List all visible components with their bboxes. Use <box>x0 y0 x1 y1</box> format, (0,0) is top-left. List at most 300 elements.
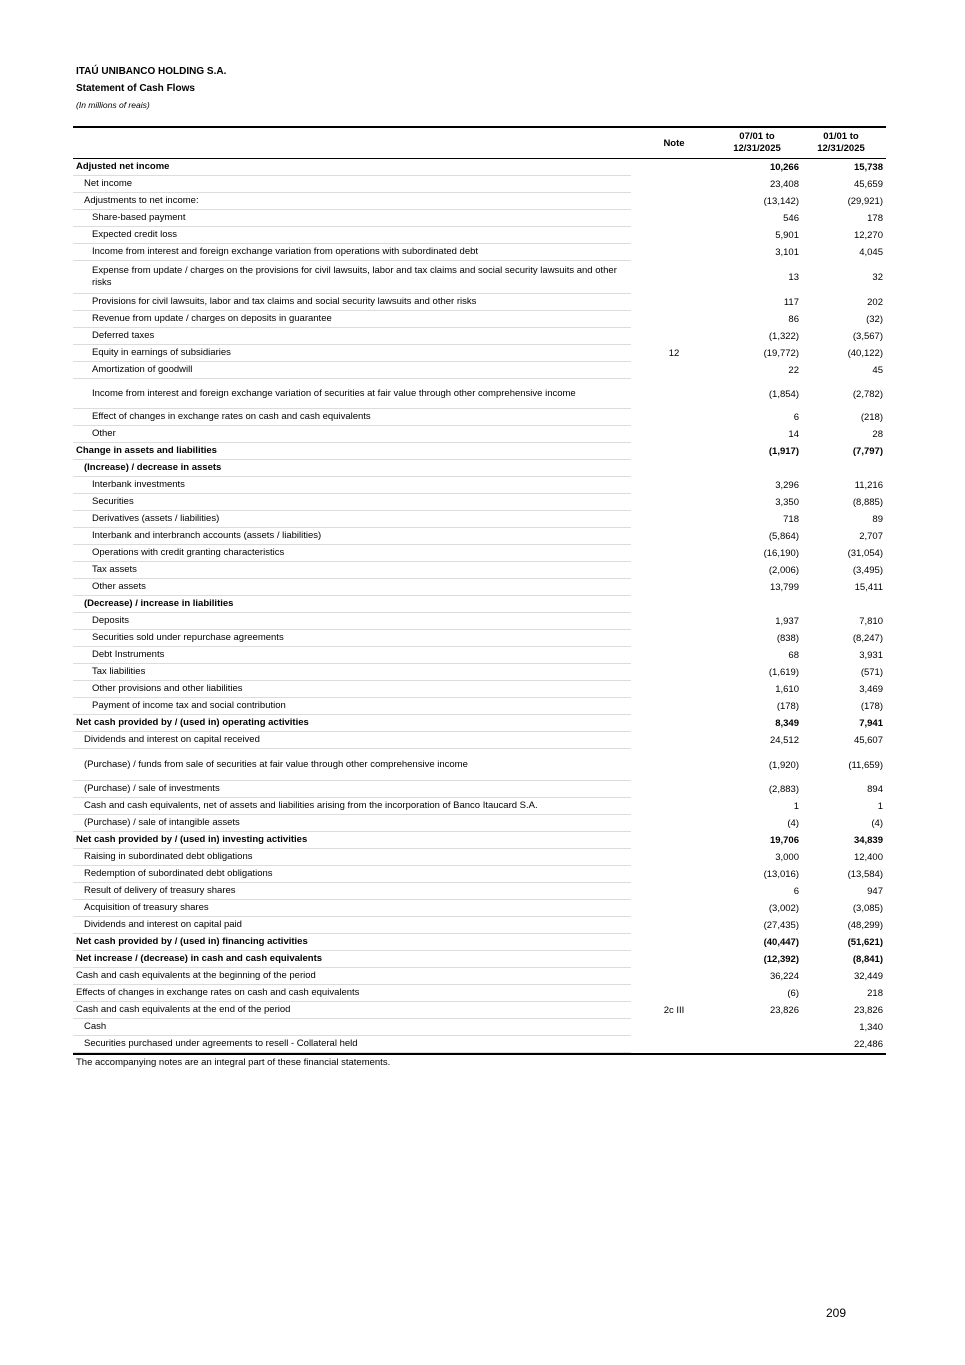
row-label <box>73 985 631 1002</box>
row-label-text: Deposits <box>92 615 129 626</box>
row-value-period1: (16,190) <box>763 548 799 559</box>
table-row <box>73 210 886 227</box>
table-row <box>73 545 886 562</box>
row-value-period1: (2,006) <box>768 565 799 576</box>
row-label-text: Securities sold under repurchase agreements <box>92 632 284 643</box>
row-value-period2: 12,400 <box>853 852 883 863</box>
row-value-period1: (13,142) <box>763 196 799 207</box>
table-row <box>73 866 886 883</box>
table-row <box>73 345 886 362</box>
row-label <box>73 244 631 261</box>
row-label <box>73 866 631 883</box>
row-label <box>73 647 631 664</box>
table-row <box>73 781 886 798</box>
row-value-period2: 28 <box>872 429 883 440</box>
row-label-text: Share-based payment <box>92 212 186 223</box>
row-value-period2: (8,247) <box>852 633 883 644</box>
row-note <box>653 849 695 866</box>
row-label-text: Equity in earnings of subsidiaries <box>92 347 231 358</box>
row-label <box>73 294 631 311</box>
row-label-text: Net cash provided by / (used in) operating activities <box>76 717 309 728</box>
row-note <box>653 815 695 832</box>
row-note <box>653 900 695 917</box>
table-row <box>73 261 886 294</box>
row-label <box>73 426 631 443</box>
row-label-text: Raising in subordinated debt obligations <box>84 851 253 862</box>
row-label-text: Securities <box>92 496 134 507</box>
row-label <box>73 1036 631 1053</box>
row-value-period1: 23,826 <box>769 1005 799 1016</box>
row-note <box>653 883 695 900</box>
row-label-text: Revenue from update / charges on deposits in guarantee <box>92 313 332 324</box>
table-row <box>73 1019 886 1036</box>
row-label-text: Income from interest and foreign exchange variation from operations with subordinated debt <box>92 246 479 257</box>
table-row <box>73 985 886 1002</box>
row-note <box>653 968 695 985</box>
table-row <box>73 900 886 917</box>
row-label-text: Cash and cash equivalents at the beginning of the period <box>76 970 316 981</box>
company-name: ITAÚ UNIBANCO HOLDING S.A. <box>76 66 227 77</box>
row-label-text: (Decrease) / increase in liabilities <box>84 598 234 609</box>
row-label <box>73 968 631 985</box>
row-note <box>653 781 695 798</box>
row-label-text: Derivatives (assets / liabilities) <box>92 513 220 524</box>
row-value-period2: 15,738 <box>853 162 883 173</box>
table-row <box>73 176 886 193</box>
row-note <box>653 647 695 664</box>
row-value-period1: (1,854) <box>768 388 799 400</box>
row-value-period1: 8,349 <box>775 718 799 729</box>
statement-title: Statement of Cash Flows <box>76 83 195 94</box>
row-value-period2: (51,621) <box>847 937 883 948</box>
row-note <box>653 749 695 781</box>
row-value-period1: 68 <box>788 650 799 661</box>
row-label <box>73 798 631 815</box>
row-value-period1: 22 <box>788 365 799 376</box>
row-value-period2: (13,584) <box>847 869 883 880</box>
row-label <box>73 596 631 613</box>
row-label-text: Securities purchased under agreements to resell - Collateral held <box>84 1038 358 1049</box>
row-label-text: Redemption of subordinated debt obligations <box>84 868 273 879</box>
row-label <box>73 460 631 477</box>
row-value-period2: (2,782) <box>852 388 883 400</box>
row-value-period1: (4) <box>787 818 799 829</box>
row-label-text: (Purchase) / funds from sale of securities at fair value through other comprehensive income <box>84 758 468 770</box>
row-label-text: Other assets <box>92 581 146 592</box>
row-value-period2: 2,707 <box>859 531 883 542</box>
row-value-period2: 45 <box>872 365 883 376</box>
row-label <box>73 345 631 362</box>
row-value-period1: 6 <box>793 412 799 423</box>
row-label <box>73 379 631 409</box>
row-note <box>653 562 695 579</box>
row-label <box>73 664 631 681</box>
row-label <box>73 328 631 345</box>
row-label <box>73 815 631 832</box>
row-label <box>73 562 631 579</box>
row-label <box>73 698 631 715</box>
row-label-text: Cash <box>84 1021 107 1032</box>
row-note <box>653 477 695 494</box>
row-label <box>73 443 631 460</box>
table-row <box>73 193 886 210</box>
row-label-text: Interbank and interbranch accounts (assets / liabilities) <box>92 530 322 541</box>
row-label-text: (Purchase) / sale of investments <box>84 783 220 794</box>
table-row <box>73 951 886 968</box>
row-label <box>73 511 631 528</box>
row-label <box>73 311 631 328</box>
row-label-text: Adjustments to net income: <box>84 195 199 206</box>
row-value-period1 <box>715 1019 799 1036</box>
row-value-period1: 6 <box>793 886 799 897</box>
period2-header-line2: 12/31/2025 <box>817 143 865 154</box>
row-note <box>653 951 695 968</box>
row-note <box>653 328 695 345</box>
row-label <box>73 715 631 732</box>
row-label-text: Expected credit loss <box>92 229 178 240</box>
units-note: (In millions of reais) <box>76 100 150 110</box>
table-row <box>73 328 886 345</box>
row-value-period2: 34,839 <box>853 835 883 846</box>
row-value-period2: 218 <box>867 988 883 999</box>
note-column-header: Note <box>663 138 685 149</box>
row-value-period2 <box>799 596 883 613</box>
row-value-period2: 1,340 <box>859 1022 883 1033</box>
table-row <box>73 749 886 781</box>
row-note <box>653 409 695 426</box>
table-row <box>73 798 886 815</box>
row-note <box>653 494 695 511</box>
row-note <box>653 664 695 681</box>
row-value-period2: 202 <box>867 297 883 308</box>
period1-header-line1: 07/01 to <box>739 131 775 142</box>
row-value-period1: (40,447) <box>763 937 799 948</box>
table-bottom-rule <box>73 1053 886 1055</box>
table-row <box>73 511 886 528</box>
row-value-period1: 546 <box>783 213 799 224</box>
row-note: 12 <box>668 348 680 359</box>
row-label-text: Dividends and interest on capital received <box>84 734 260 745</box>
row-label <box>73 193 631 210</box>
row-note <box>653 528 695 545</box>
row-value-period1: (178) <box>776 701 799 712</box>
footnote: The accompanying notes are an integral part of these financial statements. <box>76 1057 391 1068</box>
row-note <box>653 460 695 477</box>
row-label-text: Provisions for civil lawsuits, labor and tax claims and social security lawsuits and other risks <box>92 296 477 307</box>
row-value-period2: 11,216 <box>854 480 883 491</box>
row-note <box>653 193 695 210</box>
row-value-period2: (11,659) <box>848 759 883 771</box>
row-label <box>73 732 631 749</box>
table-row <box>73 849 886 866</box>
row-note <box>653 261 695 294</box>
table-row <box>73 664 886 681</box>
table-row <box>73 630 886 647</box>
period1-column-header <box>715 131 799 155</box>
row-note <box>653 176 695 193</box>
table-row <box>73 1036 886 1053</box>
row-note <box>653 630 695 647</box>
row-value-period2: 7,941 <box>859 718 883 729</box>
table-row <box>73 832 886 849</box>
row-note <box>653 866 695 883</box>
row-label <box>73 176 631 193</box>
row-note <box>653 698 695 715</box>
table-row <box>73 477 886 494</box>
row-note <box>653 917 695 934</box>
row-label-text: Adjusted net income <box>76 161 170 172</box>
row-label <box>73 362 631 379</box>
row-note <box>653 159 695 176</box>
row-label <box>73 749 631 781</box>
row-value-period1: 19,706 <box>769 835 799 846</box>
row-value-period2 <box>799 460 883 477</box>
row-note <box>653 596 695 613</box>
row-value-period1: 36,224 <box>769 971 799 982</box>
row-label-text: Effect of changes in exchange rates on cash and cash equivalents <box>92 411 371 422</box>
table-row <box>73 494 886 511</box>
table-row <box>73 613 886 630</box>
row-note <box>653 443 695 460</box>
row-value-period2: (40,122) <box>847 348 883 359</box>
table-row <box>73 409 886 426</box>
row-note <box>653 832 695 849</box>
row-label-text: Dividends and interest on capital paid <box>84 919 242 930</box>
row-note <box>653 985 695 1002</box>
row-value-period1: (19,772) <box>763 348 799 359</box>
row-note: 2c III <box>663 1005 685 1016</box>
row-note <box>653 210 695 227</box>
row-label-text: Net cash provided by / (used in) investing activities <box>76 834 308 845</box>
row-label-text: Amortization of goodwill <box>92 364 193 375</box>
table-row <box>73 562 886 579</box>
row-value-period2: (29,921) <box>847 196 883 207</box>
table-row <box>73 917 886 934</box>
row-value-period1: 1 <box>793 801 799 812</box>
table-row <box>73 294 886 311</box>
row-label <box>73 613 631 630</box>
row-value-period1: 1,610 <box>775 684 799 695</box>
row-value-period1 <box>715 460 799 477</box>
row-value-period1: 3,296 <box>775 480 799 491</box>
row-label-text: Cash and cash equivalents, net of assets and liabilities arising from the incorporation of Banco Itaucard S.A. <box>84 800 538 811</box>
row-value-period2: 7,810 <box>859 616 883 627</box>
row-label <box>73 261 631 294</box>
row-value-period2: 32,449 <box>853 971 883 982</box>
row-label-text: Other <box>92 428 116 439</box>
row-label <box>73 883 631 900</box>
row-value-period1: 3,350 <box>775 497 799 508</box>
row-value-period1: (5,864) <box>768 531 799 542</box>
row-value-period1: 1,937 <box>775 616 799 627</box>
row-label-text: Cash and cash equivalents at the end of the period <box>76 1004 291 1015</box>
row-note <box>653 934 695 951</box>
row-value-period2: (31,054) <box>847 548 883 559</box>
row-label <box>73 781 631 798</box>
row-note <box>653 511 695 528</box>
row-value-period1: 13 <box>788 272 799 283</box>
row-note <box>653 426 695 443</box>
row-label-text: Change in assets and liabilities <box>76 445 217 456</box>
row-note <box>653 613 695 630</box>
row-value-period1: (2,883) <box>768 784 799 795</box>
row-value-period2: (7,797) <box>852 446 883 457</box>
row-value-period1: (13,016) <box>763 869 799 880</box>
row-note <box>653 798 695 815</box>
row-value-period2: 1 <box>877 801 883 812</box>
row-value-period2: 45,607 <box>853 735 883 746</box>
row-value-period1: (1,619) <box>768 667 799 678</box>
table-row <box>73 443 886 460</box>
row-value-period1: 3,101 <box>775 247 799 258</box>
row-value-period2: (3,085) <box>852 903 883 914</box>
row-label-text: Net increase / (decrease) in cash and cash equivalents <box>76 953 323 964</box>
table-header <box>73 126 886 159</box>
row-label <box>73 900 631 917</box>
row-label <box>73 1002 631 1019</box>
row-note <box>653 732 695 749</box>
row-value-period2: (3,567) <box>852 331 883 342</box>
table-row <box>73 815 886 832</box>
row-label-text: (Increase) / decrease in assets <box>84 462 222 473</box>
row-label <box>73 494 631 511</box>
row-value-period1: (1,322) <box>768 331 799 342</box>
row-value-period2: 89 <box>872 514 883 525</box>
row-label-text: Payment of income tax and social contribution <box>92 700 286 711</box>
table-row <box>73 715 886 732</box>
table-row <box>73 362 886 379</box>
row-label <box>73 951 631 968</box>
row-value-period2: (178) <box>860 701 883 712</box>
row-label <box>73 210 631 227</box>
row-value-period1: 13,799 <box>769 582 799 593</box>
row-note <box>653 294 695 311</box>
row-value-period1: (12,392) <box>763 954 799 965</box>
row-value-period1: (6) <box>787 988 799 999</box>
row-value-period2: 178 <box>867 213 883 224</box>
row-value-period1: 86 <box>788 314 799 325</box>
table-row <box>73 968 886 985</box>
row-label-text: Result of delivery of treasury shares <box>84 885 236 896</box>
table-row <box>73 681 886 698</box>
row-value-period2: 894 <box>867 784 883 795</box>
row-label <box>73 159 631 176</box>
row-value-period2: 947 <box>867 886 883 897</box>
row-value-period1: 24,512 <box>769 735 799 746</box>
row-label-text: Net income <box>84 178 133 189</box>
row-note <box>653 311 695 328</box>
row-value-period1: (838) <box>776 633 799 644</box>
period2-column-header <box>799 131 883 155</box>
row-label-text: Income from interest and foreign exchange variation of securities at fair value through other comprehensive income <box>92 387 576 399</box>
table-row <box>73 934 886 951</box>
row-value-period2: (32) <box>866 314 883 325</box>
row-note <box>653 362 695 379</box>
row-label <box>73 681 631 698</box>
row-label-text: Expense from update / charges on the provisions for civil lawsuits, labor and tax claims and social security lawsuits and other risks <box>92 265 617 288</box>
row-value-period1 <box>715 1036 799 1053</box>
row-label <box>73 1019 631 1036</box>
table-row <box>73 596 886 613</box>
table-row <box>73 883 886 900</box>
row-note <box>653 1036 695 1053</box>
row-value-period2: (571) <box>860 667 883 678</box>
table-row <box>73 528 886 545</box>
row-label-text: Acquisition of treasury shares <box>84 902 209 913</box>
table-row <box>73 227 886 244</box>
row-value-period1: 117 <box>783 297 799 308</box>
row-value-period2: 32 <box>872 272 883 283</box>
row-note <box>653 681 695 698</box>
row-value-period1: (3,002) <box>768 903 799 914</box>
row-note <box>653 715 695 732</box>
row-label-text: Tax liabilities <box>92 666 146 677</box>
row-label <box>73 227 631 244</box>
row-label <box>73 477 631 494</box>
row-value-period1: 718 <box>783 514 799 525</box>
row-value-period2: 12,270 <box>853 230 883 241</box>
page-number: 209 <box>826 1306 847 1320</box>
table-row <box>73 379 886 409</box>
row-label <box>73 630 631 647</box>
row-value-period1: (27,435) <box>763 920 799 931</box>
row-note <box>653 579 695 596</box>
row-note <box>653 244 695 261</box>
row-value-period2: (218) <box>860 412 883 423</box>
row-value-period2: 4,045 <box>859 247 883 258</box>
period2-header-line1: 01/01 to <box>823 131 859 142</box>
row-value-period2: 23,826 <box>853 1005 883 1016</box>
row-label-text: (Purchase) / sale of intangible assets <box>84 817 240 828</box>
row-value-period2: (3,495) <box>852 565 883 576</box>
row-value-period2: 3,931 <box>859 650 883 661</box>
row-label <box>73 849 631 866</box>
row-value-period1: 3,000 <box>775 852 799 863</box>
row-value-period2: 45,659 <box>853 179 883 190</box>
row-note <box>653 1019 695 1036</box>
row-label <box>73 934 631 951</box>
row-value-period2: (8,885) <box>852 497 883 508</box>
row-label <box>73 917 631 934</box>
table-row <box>73 579 886 596</box>
table-row <box>73 732 886 749</box>
row-note <box>653 227 695 244</box>
row-label-text: Net cash provided by / (used in) financing activities <box>76 936 308 947</box>
cash-flow-table <box>73 126 886 1068</box>
row-value-period1: 10,266 <box>769 162 799 173</box>
period1-header-line2: 12/31/2025 <box>733 143 781 154</box>
row-label <box>73 409 631 426</box>
row-label-text: Operations with credit granting characteristics <box>92 547 285 558</box>
table-row <box>73 460 886 477</box>
row-value-period1: 14 <box>788 429 799 440</box>
row-value-period1: (1,917) <box>768 446 799 457</box>
row-label-text: Effects of changes in exchange rates on cash and cash equivalents <box>76 987 360 998</box>
row-label <box>73 528 631 545</box>
row-value-period1: 5,901 <box>775 230 799 241</box>
row-label-text: Tax assets <box>92 564 137 575</box>
table-row <box>73 159 886 176</box>
row-note <box>653 379 695 409</box>
row-value-period1: 23,408 <box>769 179 799 190</box>
row-value-period2: 3,469 <box>859 684 883 695</box>
row-value-period1 <box>715 596 799 613</box>
row-label-text: Other provisions and other liabilities <box>92 683 243 694</box>
row-label-text: Interbank investments <box>92 479 185 490</box>
row-value-period2: (4) <box>871 818 883 829</box>
row-value-period2: (8,841) <box>852 954 883 965</box>
table-row <box>73 647 886 664</box>
